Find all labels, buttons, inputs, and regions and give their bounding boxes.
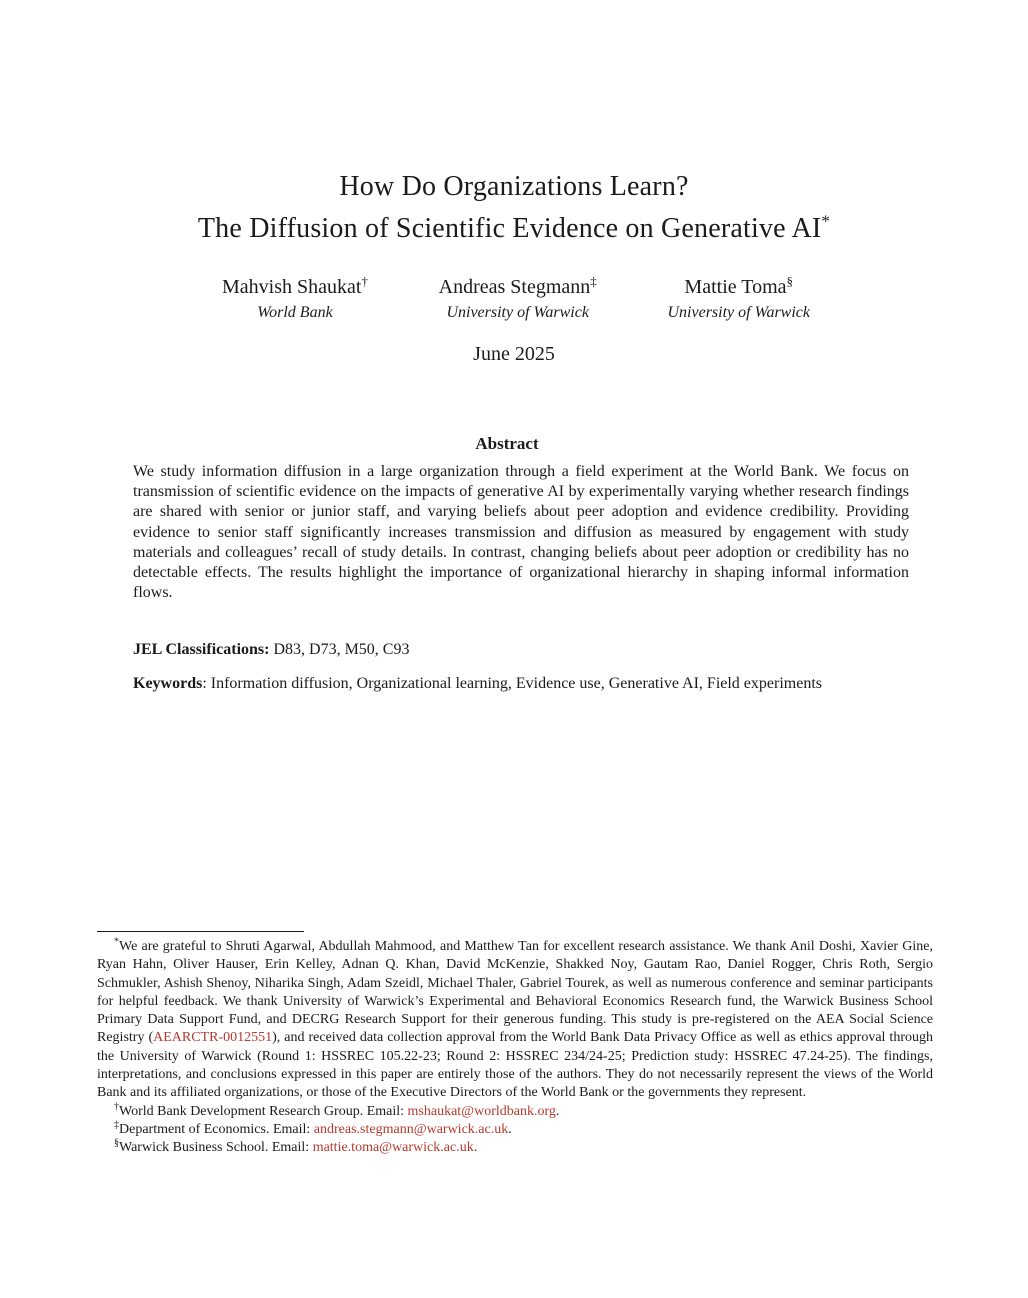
affil-2-email-link[interactable]: andreas.stegmann@warwick.ac.uk xyxy=(313,1121,509,1137)
affil-2-suffix: . xyxy=(508,1121,512,1137)
affil-3-suffix: . xyxy=(473,1140,478,1156)
keywords xyxy=(133,674,909,694)
author-1-name xyxy=(222,275,368,299)
keywords-values: : Information diffusion, Organizational learning, Evidence use, Generative AI, Field experiments xyxy=(202,675,822,692)
jel-values: D83, D73, M50, C93 xyxy=(269,641,410,658)
author-3-footnote-marker: § xyxy=(786,273,794,289)
title-line-2-text: The Diffusion of Scientific Evidence on Generative AI xyxy=(197,213,822,244)
author-3-name xyxy=(667,275,810,299)
author-2-footnote-marker: ‡ xyxy=(590,273,597,289)
author-block xyxy=(222,275,810,322)
keywords-label: Keywords xyxy=(133,675,203,692)
jel-classifications xyxy=(133,640,909,660)
title-footnote-marker: * xyxy=(821,211,831,231)
jel-label: JEL Classifications: xyxy=(133,641,270,658)
affil-1-text: World Bank Development Research Group. Email: xyxy=(119,1103,408,1119)
footnote-rule xyxy=(97,931,304,932)
author-2 xyxy=(439,275,597,322)
ack-footnote-marker: * xyxy=(114,936,119,948)
author-3-name-text: Mattie Toma xyxy=(684,276,787,298)
footnote-acknowledgements xyxy=(97,938,933,1103)
author-3-affiliation: University of Warwick xyxy=(667,304,810,321)
abstract-heading: Abstract xyxy=(475,434,539,453)
author-1 xyxy=(222,275,368,322)
ack-text-1: We are grateful to Shruti Agarwal, Abdullah Mahmood, and Matthew Tan for excellent research assistance. We thank Anil Doshi, Xavier Gine, Ryan Hahn, Oliver Hauser, Erin Kelley, Adnan Q. Khan, David McKenzie, Shakked Noy, Gautam Rao, Daniel Rogger, Chris Roth, Sergio Schmukler, Ashish Shenoy, Niharika Singh, Adam Szeidl, Michael Thaler, Gabriel Tourek, as well as numerous conference and seminar participants for helpful feedback. We thank University of Warwick’s Experimental and Behavioral Economics Research fund, the Warwick Business School Primary Data Support Fund, and DECRG Research Support for their generous funding. This study is pre-registered on the AEA Social Science Registry ( xyxy=(97,939,933,1046)
affil-3-email-link[interactable]: mattie.toma@warwick.ac.uk xyxy=(312,1140,474,1156)
title-line-1: How Do Organizations Learn? xyxy=(339,171,689,202)
registry-link[interactable]: AEARCTR-0012551 xyxy=(153,1030,273,1046)
footnote-affiliation-3 xyxy=(97,1139,933,1157)
author-2-name xyxy=(439,275,597,299)
author-2-affiliation: University of Warwick xyxy=(446,304,589,321)
author-2-name-text: Andreas Stegmann xyxy=(438,276,591,298)
abstract-text: We study information diffusion in a large organization through a field experiment at the World Bank. We focus on transmission of scientific evidence on the impacts of generative AI by experimentally varying whether research findings are shared with senior or junior staff, and varying beliefs about peer adoption and evidence credibility. Providing evidence to senior staff significantly increases transmission and diffusion as measured by engagement with study materials and colleagues’ recall of study details. In contrast, changing beliefs about peer adoption or credibility has no detectable effects. The results highlight the importance of organizational hierarchy in shaping informal information flows. xyxy=(133,463,909,602)
affil-3-text: Warwick Business School. Email: xyxy=(119,1140,313,1156)
affil-1-suffix: . xyxy=(555,1103,560,1119)
paper-title xyxy=(60,166,968,250)
affil-1-email-link[interactable]: mshaukat@worldbank.org xyxy=(407,1103,556,1119)
author-3 xyxy=(667,275,810,322)
affil-1-marker: † xyxy=(114,1101,119,1113)
affil-2-marker: ‡ xyxy=(114,1119,119,1131)
author-1-footnote-marker: † xyxy=(361,273,368,289)
affil-2-text: Department of Economics. Email: xyxy=(119,1121,314,1137)
author-1-affiliation: World Bank xyxy=(257,304,333,321)
footnotes-block xyxy=(97,938,933,1158)
author-1-name-text: Mahvish Shaukat xyxy=(222,276,362,298)
footnote-affiliation-1 xyxy=(97,1103,933,1121)
footnote-affiliation-2 xyxy=(97,1121,933,1139)
affil-3-marker: § xyxy=(114,1137,119,1149)
title-line-2 xyxy=(60,208,968,250)
publication-date: June 2025 xyxy=(473,343,555,365)
ack-text-2: ), and received data collection approval from the World Bank Data Privacy Office as well as ethics approval through the University of Warwick (Round 1: HSSREC 105.22-23; Round 2: HSSREC 234/24-25; Prediction study: HSSREC 47.24-25). The findings, interpretations, and conclusions expressed in this paper are entirely those of the authors. They do not necessarily represent the views of the World Bank and its affiliated organizations, or those of the Executive Directors of the World Bank or the governments they represent. xyxy=(97,1030,933,1101)
